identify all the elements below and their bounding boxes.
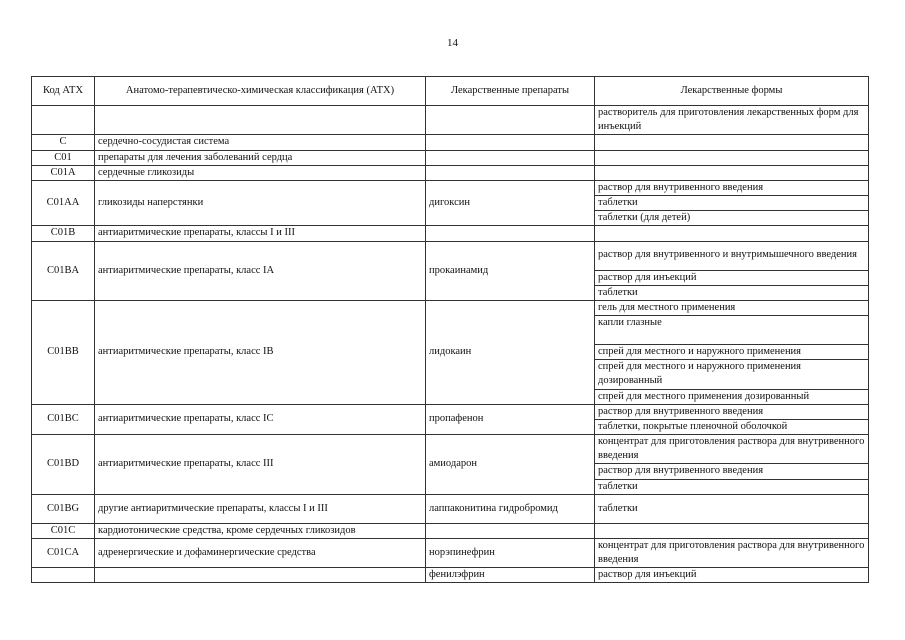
dosage-form: раствор для внутривенного введения xyxy=(595,464,869,479)
atc-name: адренергические и дофаминергические средства xyxy=(95,538,426,567)
drug-name: дигоксин xyxy=(426,180,595,226)
atc-name: препараты для лечения заболеваний сердца xyxy=(95,150,426,165)
table-header-row xyxy=(32,77,869,106)
atc-name: антиаритмические препараты, класс III xyxy=(95,435,426,495)
drug-name xyxy=(426,226,595,241)
table-row xyxy=(32,180,869,195)
table-row xyxy=(32,150,869,165)
atc-name: сердечно-сосудистая система xyxy=(95,135,426,150)
dosage-form: концентрат для приготовления раствора для внутривенного введения xyxy=(595,538,869,567)
header-code: Код АТХ xyxy=(32,77,95,106)
dosage-form: спрей для местного применения дозированный xyxy=(595,389,869,404)
dosage-form: раствор для внутривенного введения xyxy=(595,180,869,195)
atc-code: C01 xyxy=(32,150,95,165)
dosage-form: таблетки xyxy=(595,479,869,494)
header-classification: Анатомо-терапевтическо-химическая классификация (АТХ) xyxy=(95,77,426,106)
dosage-form xyxy=(595,135,869,150)
dosage-form: капли глазные xyxy=(595,316,869,345)
drug-name: пропафенон xyxy=(426,404,595,434)
atc-code: C01A xyxy=(32,165,95,180)
header-forms: Лекарственные формы xyxy=(595,77,869,106)
dosage-form xyxy=(595,150,869,165)
dosage-form: гель для местного применения xyxy=(595,300,869,315)
atc-code: C01CA xyxy=(32,538,95,567)
dosage-form: таблетки, покрытые пленочной оболочкой xyxy=(595,419,869,434)
dosage-form: раствор для инъекций xyxy=(595,568,869,583)
atc-name: антиаритмические препараты, классы I и III xyxy=(95,226,426,241)
dosage-form xyxy=(595,226,869,241)
dosage-form xyxy=(595,523,869,538)
atc-name: антиаритмические препараты, класс IB xyxy=(95,300,426,404)
table-row xyxy=(32,568,869,583)
atc-code: C01BD xyxy=(32,435,95,495)
dosage-form: растворитель для приготовления лекарственных форм для инъекций xyxy=(595,106,869,135)
atc-code xyxy=(32,568,95,583)
drug-name xyxy=(426,150,595,165)
dosage-form: спрей для местного и наружного применения дозированный xyxy=(595,360,869,389)
drug-name xyxy=(426,135,595,150)
dosage-form: раствор для инъекций xyxy=(595,270,869,285)
dosage-form: таблетки xyxy=(595,494,869,523)
dosage-form: таблетки xyxy=(595,196,869,211)
dosage-form: концентрат для приготовления раствора для внутривенного введения xyxy=(595,435,869,464)
atc-code xyxy=(32,106,95,135)
atc-name: другие антиаритмические препараты, классы I и III xyxy=(95,494,426,523)
table-row xyxy=(32,523,869,538)
drug-name: лаппаконитина гидробромид xyxy=(426,494,595,523)
drug-name xyxy=(426,106,595,135)
atc-name: антиаритмические препараты, класс IC xyxy=(95,404,426,434)
table-row xyxy=(32,435,869,464)
table-row xyxy=(32,165,869,180)
table-row xyxy=(32,241,869,270)
table-row xyxy=(32,226,869,241)
table-row xyxy=(32,404,869,419)
atc-name: гликозиды наперстянки xyxy=(95,180,426,226)
atc-name xyxy=(95,106,426,135)
atc-code: C01BC xyxy=(32,404,95,434)
page-number: 14 xyxy=(447,37,458,49)
atc-code: C01BG xyxy=(32,494,95,523)
dosage-form xyxy=(595,165,869,180)
dosage-form: раствор для внутривенного и внутримышечного введения xyxy=(595,241,869,270)
atc-name: кардиотонические средства, кроме сердечных гликозидов xyxy=(95,523,426,538)
drug-name: норэпинефрин xyxy=(426,538,595,567)
header-drugs: Лекарственные препараты xyxy=(426,77,595,106)
dosage-form: спрей для местного и наружного применения xyxy=(595,345,869,360)
table-row xyxy=(32,106,869,135)
atc-name: антиаритмические препараты, класс IA xyxy=(95,241,426,300)
drug-name xyxy=(426,165,595,180)
drug-name: лидокаин xyxy=(426,300,595,404)
atc-table xyxy=(31,76,869,583)
drug-name xyxy=(426,523,595,538)
atc-name xyxy=(95,568,426,583)
atc-code: C01B xyxy=(32,226,95,241)
drug-name: амиодарон xyxy=(426,435,595,495)
drug-name: фенилэфрин xyxy=(426,568,595,583)
dosage-form: таблетки (для детей) xyxy=(595,211,869,226)
dosage-form: раствор для внутривенного введения xyxy=(595,404,869,419)
atc-code: C01BB xyxy=(32,300,95,404)
atc-code: C xyxy=(32,135,95,150)
atc-code: C01C xyxy=(32,523,95,538)
table-row xyxy=(32,300,869,315)
table-row xyxy=(32,494,869,523)
table-row xyxy=(32,538,869,567)
dosage-form: таблетки xyxy=(595,285,869,300)
drug-name: прокаинамид xyxy=(426,241,595,300)
atc-code: C01BA xyxy=(32,241,95,300)
atc-name: сердечные гликозиды xyxy=(95,165,426,180)
atc-code: C01AA xyxy=(32,180,95,226)
table-row xyxy=(32,135,869,150)
